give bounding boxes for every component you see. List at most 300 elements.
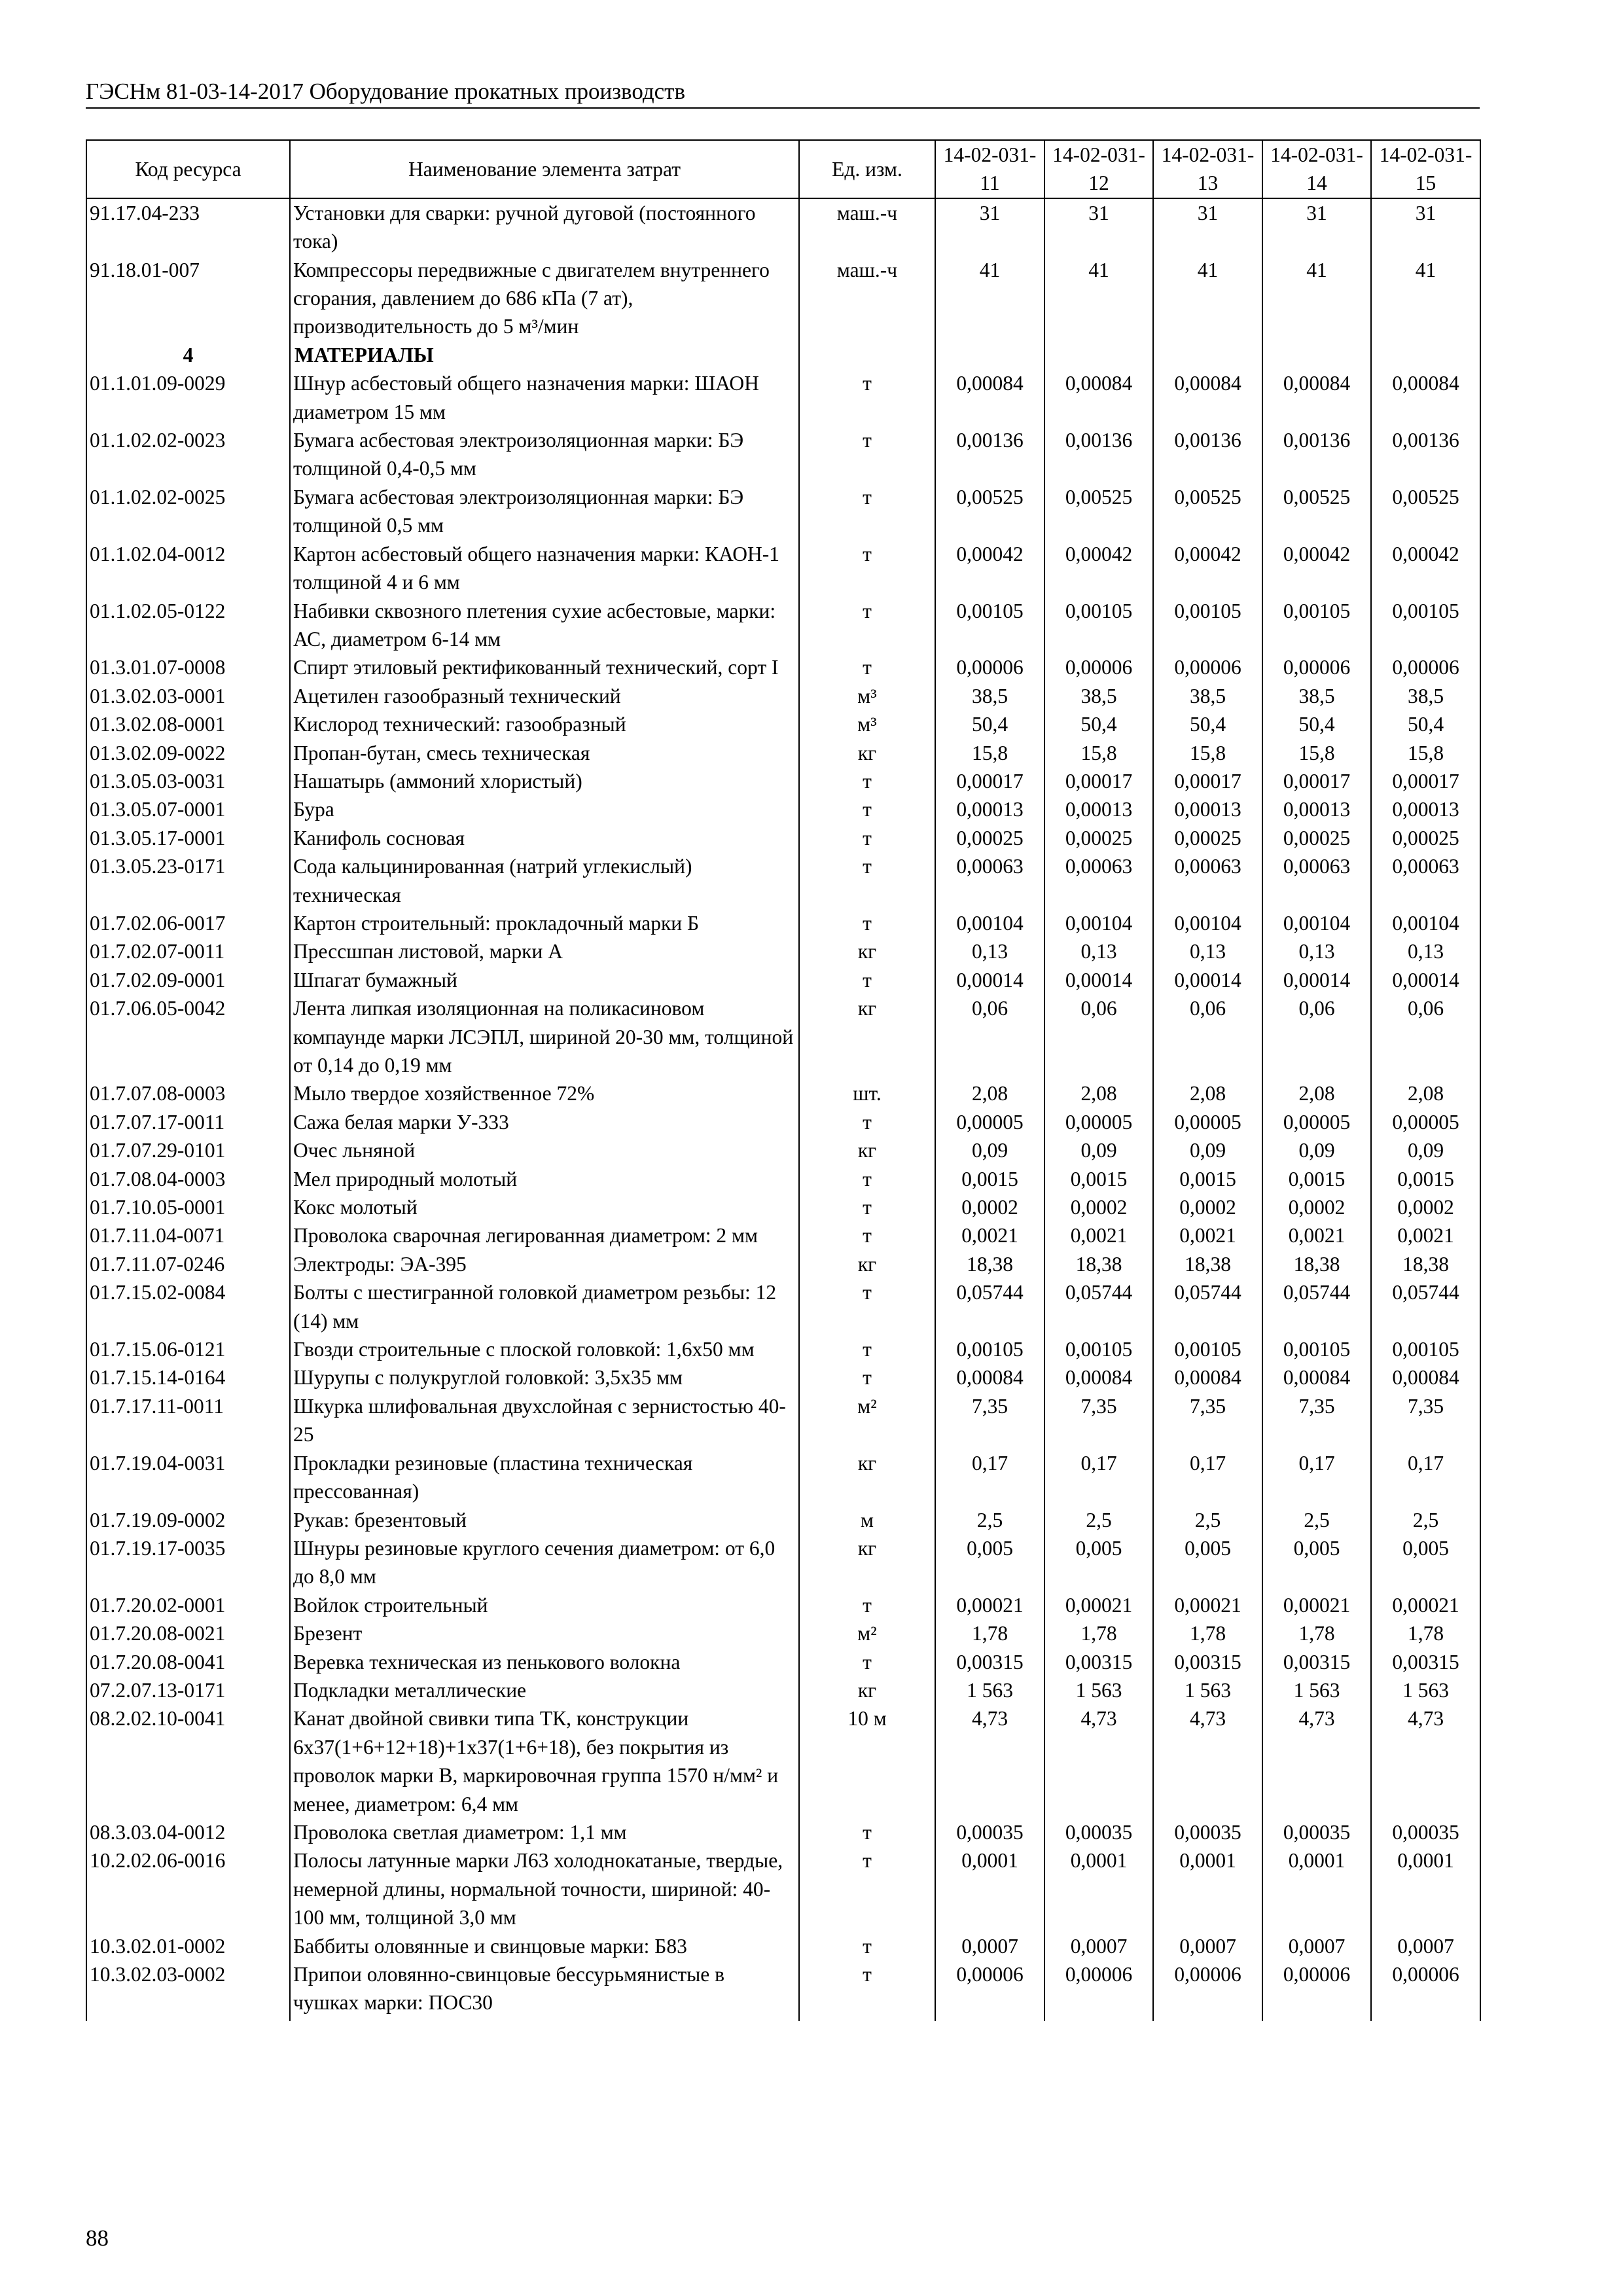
norm-value-5: 0,00084 <box>1371 1363 1480 1391</box>
norm-value-2 <box>1044 341 1153 369</box>
table-row <box>86 1392 1480 1449</box>
resource-unit: т <box>799 1335 935 1363</box>
table-row <box>86 540 1480 597</box>
norm-value-2: 0,00136 <box>1044 426 1153 483</box>
norm-value-4: 0,00315 <box>1262 1648 1371 1676</box>
norm-value-4: 0,00005 <box>1262 1108 1371 1136</box>
norm-value-3: 0,00525 <box>1153 483 1262 540</box>
table-row <box>86 426 1480 483</box>
resource-code: 01.3.02.03-0001 <box>86 682 290 710</box>
table-row <box>86 1136 1480 1164</box>
norm-value-3: 0,00042 <box>1153 540 1262 597</box>
norm-value-4: 0,0002 <box>1262 1193 1371 1221</box>
norm-value-2: 0,00006 <box>1044 1960 1153 2021</box>
norm-value-4: 1,78 <box>1262 1619 1371 1647</box>
resource-name: Установки для сварки: ручной дуговой (постоянного тока) <box>290 198 799 256</box>
norm-value-2: 0,0021 <box>1044 1221 1153 1249</box>
norm-value-2: 0,00014 <box>1044 966 1153 994</box>
norm-value-4: 18,38 <box>1262 1250 1371 1278</box>
norm-value-4: 0,0015 <box>1262 1165 1371 1193</box>
resource-unit: т <box>799 909 935 937</box>
resource-unit: т <box>799 1591 935 1619</box>
table-row <box>86 852 1480 909</box>
norm-value-1 <box>935 341 1044 369</box>
resource-code: 01.7.07.17-0011 <box>86 1108 290 1136</box>
norm-value-1: 0,00035 <box>935 1818 1044 1846</box>
col-header-unit: Ед. изм. <box>799 140 935 198</box>
norm-value-4: 15,8 <box>1262 739 1371 767</box>
resource-code: 01.3.05.03-0031 <box>86 767 290 795</box>
norm-value-4: 0,0001 <box>1262 1846 1371 1931</box>
resource-name: Бумага асбестовая электроизоляционная марки: БЭ толщиной 0,5 мм <box>290 483 799 540</box>
resource-unit: т <box>799 597 935 654</box>
table-row <box>86 1932 1480 1960</box>
norm-value-3: 2,5 <box>1153 1506 1262 1534</box>
resource-code: 01.7.15.14-0164 <box>86 1363 290 1391</box>
norm-value-4: 0,00006 <box>1262 1960 1371 2021</box>
norm-value-3: 0,0002 <box>1153 1193 1262 1221</box>
resource-unit: кг <box>799 1676 935 1704</box>
norm-value-1: 0,00105 <box>935 1335 1044 1363</box>
norm-value-5: 0,0021 <box>1371 1221 1480 1249</box>
norm-value-1: 0,00105 <box>935 597 1044 654</box>
resource-unit: т <box>799 1165 935 1193</box>
table-row <box>86 1648 1480 1676</box>
table-row <box>86 739 1480 767</box>
resource-name: Картон асбестовый общего назначения марки: КАОН-1 толщиной 4 и 6 мм <box>290 540 799 597</box>
page-number: 88 <box>86 2225 109 2251</box>
table-row <box>86 483 1480 540</box>
norm-value-5: 50,4 <box>1371 710 1480 738</box>
resource-name: Набивки сквозного плетения сухие асбестовые, марки: АС, диаметром 6-14 мм <box>290 597 799 654</box>
norm-value-1: 1,78 <box>935 1619 1044 1647</box>
resource-unit: кг <box>799 739 935 767</box>
resource-unit: м³ <box>799 710 935 738</box>
norm-value-5: 0,00084 <box>1371 369 1480 426</box>
resource-name: Картон строительный: прокладочный марки Б <box>290 909 799 937</box>
norm-value-2: 0,00105 <box>1044 597 1153 654</box>
norm-value-1: 0,005 <box>935 1534 1044 1591</box>
norm-value-5: 0,00006 <box>1371 653 1480 681</box>
resource-name: Рукав: брезентовый <box>290 1506 799 1534</box>
norm-value-2: 0,00013 <box>1044 795 1153 823</box>
norm-value-3: 0,00017 <box>1153 767 1262 795</box>
resource-name: Очес льняной <box>290 1136 799 1164</box>
norm-value-4: 7,35 <box>1262 1392 1371 1449</box>
norm-value-3: 1,78 <box>1153 1619 1262 1647</box>
norm-value-2: 4,73 <box>1044 1704 1153 1818</box>
norm-value-3: 0,00104 <box>1153 909 1262 937</box>
norm-value-3: 0,13 <box>1153 937 1262 965</box>
norm-value-5: 0,00042 <box>1371 540 1480 597</box>
resource-unit: т <box>799 540 935 597</box>
norm-value-2: 1 563 <box>1044 1676 1153 1704</box>
norm-value-5: 4,73 <box>1371 1704 1480 1818</box>
header-divider <box>86 107 1480 109</box>
table-header-row <box>86 140 1480 198</box>
resource-code: 4 <box>86 341 290 369</box>
resource-code: 01.7.19.04-0031 <box>86 1449 290 1506</box>
norm-value-2: 0,13 <box>1044 937 1153 965</box>
table-row <box>86 1363 1480 1391</box>
resource-name: Брезент <box>290 1619 799 1647</box>
norm-value-5: 1 563 <box>1371 1676 1480 1704</box>
resource-code: 01.7.15.02-0084 <box>86 1278 290 1335</box>
norm-value-4: 2,5 <box>1262 1506 1371 1534</box>
resource-code: 01.7.02.07-0011 <box>86 937 290 965</box>
norm-value-2: 0,09 <box>1044 1136 1153 1164</box>
norm-value-5: 0,00525 <box>1371 483 1480 540</box>
resource-name: Электроды: ЭА-395 <box>290 1250 799 1278</box>
resource-unit: т <box>799 767 935 795</box>
resource-name: Бура <box>290 795 799 823</box>
norm-value-2: 2,08 <box>1044 1079 1153 1107</box>
resource-code: 10.3.02.03-0002 <box>86 1960 290 2021</box>
norm-value-1: 0,00084 <box>935 369 1044 426</box>
norm-value-2: 0,00017 <box>1044 767 1153 795</box>
table-row <box>86 256 1480 341</box>
norm-value-4: 1 563 <box>1262 1676 1371 1704</box>
resource-unit: м³ <box>799 682 935 710</box>
table-row <box>86 966 1480 994</box>
norm-value-3: 0,0021 <box>1153 1221 1262 1249</box>
resource-name: Кислород технический: газообразный <box>290 710 799 738</box>
norm-value-1: 0,00525 <box>935 483 1044 540</box>
resource-code: 01.7.10.05-0001 <box>86 1193 290 1221</box>
table-row <box>86 597 1480 654</box>
norm-value-2: 0,00063 <box>1044 852 1153 909</box>
norm-value-4: 0,00136 <box>1262 426 1371 483</box>
table-row <box>86 795 1480 823</box>
table-row <box>86 1960 1480 2021</box>
resource-name: Войлок строительный <box>290 1591 799 1619</box>
resource-code: 08.2.02.10-0041 <box>86 1704 290 1818</box>
norm-value-4: 0,00105 <box>1262 597 1371 654</box>
norm-value-5: 0,09 <box>1371 1136 1480 1164</box>
norm-value-5: 31 <box>1371 198 1480 256</box>
norm-value-1: 1 563 <box>935 1676 1044 1704</box>
norm-value-1: 0,0001 <box>935 1846 1044 1931</box>
resource-code: 01.3.05.07-0001 <box>86 795 290 823</box>
norm-value-4: 0,00021 <box>1262 1591 1371 1619</box>
norm-value-3: 0,00006 <box>1153 653 1262 681</box>
norm-value-5: 0,005 <box>1371 1534 1480 1591</box>
resource-code: 01.3.05.17-0001 <box>86 824 290 852</box>
norm-value-2: 0,05744 <box>1044 1278 1153 1335</box>
norm-value-1: 41 <box>935 256 1044 341</box>
resource-name: Пропан-бутан, смесь техническая <box>290 739 799 767</box>
resource-code: 91.18.01-007 <box>86 256 290 341</box>
resource-unit: м² <box>799 1392 935 1449</box>
resource-name: Припои оловянно-свинцовые бессурьмянистые в чушках марки: ПОС30 <box>290 1960 799 2021</box>
norm-value-2: 0,005 <box>1044 1534 1153 1591</box>
norm-value-5: 0,0007 <box>1371 1932 1480 1960</box>
resource-name: Шурупы с полукруглой головкой: 3,5х35 мм <box>290 1363 799 1391</box>
resource-unit: т <box>799 483 935 540</box>
norm-value-3: 0,00063 <box>1153 852 1262 909</box>
resource-code: 01.7.07.08-0003 <box>86 1079 290 1107</box>
norm-value-2: 0,00105 <box>1044 1335 1153 1363</box>
table-row <box>86 682 1480 710</box>
norm-value-2: 0,0015 <box>1044 1165 1153 1193</box>
norm-value-4: 0,00017 <box>1262 767 1371 795</box>
norm-value-2: 7,35 <box>1044 1392 1153 1449</box>
resource-name: Мел природный молотый <box>290 1165 799 1193</box>
norm-value-2: 2,5 <box>1044 1506 1153 1534</box>
norm-value-1: 15,8 <box>935 739 1044 767</box>
norm-value-1: 0,17 <box>935 1449 1044 1506</box>
norm-value-1: 0,00014 <box>935 966 1044 994</box>
norm-value-1: 0,00006 <box>935 653 1044 681</box>
col-header-norm-2: 14-02-031-12 <box>1044 140 1153 198</box>
norm-value-4: 0,09 <box>1262 1136 1371 1164</box>
resource-code: 01.3.01.07-0008 <box>86 653 290 681</box>
norm-value-5: 38,5 <box>1371 682 1480 710</box>
resource-unit: кг <box>799 937 935 965</box>
norm-value-5: 0,06 <box>1371 994 1480 1079</box>
norm-value-2: 0,0002 <box>1044 1193 1153 1221</box>
norm-value-3: 0,00315 <box>1153 1648 1262 1676</box>
norm-value-5: 0,00136 <box>1371 426 1480 483</box>
resource-code: 01.7.02.06-0017 <box>86 909 290 937</box>
norm-value-4: 0,00042 <box>1262 540 1371 597</box>
norm-value-2: 0,17 <box>1044 1449 1153 1506</box>
norm-value-1: 0,00025 <box>935 824 1044 852</box>
resource-unit: кг <box>799 1136 935 1164</box>
norm-value-1: 0,00084 <box>935 1363 1044 1391</box>
norm-value-5: 0,0002 <box>1371 1193 1480 1221</box>
norm-value-2: 18,38 <box>1044 1250 1153 1278</box>
resource-name: Шнуры резиновые круглого сечения диаметром: от 6,0 до 8,0 мм <box>290 1534 799 1591</box>
norm-value-2: 0,00006 <box>1044 653 1153 681</box>
resource-unit: т <box>799 1932 935 1960</box>
table-row <box>86 1193 1480 1221</box>
resource-unit: т <box>799 1108 935 1136</box>
norm-value-5: 0,00063 <box>1371 852 1480 909</box>
norm-value-1: 0,00315 <box>935 1648 1044 1676</box>
table-row <box>86 994 1480 1079</box>
table-row <box>86 1165 1480 1193</box>
resource-unit: т <box>799 426 935 483</box>
norm-value-3: 0,00035 <box>1153 1818 1262 1846</box>
norm-value-3: 0,0015 <box>1153 1165 1262 1193</box>
table-row <box>86 653 1480 681</box>
resource-code: 01.7.17.11-0011 <box>86 1392 290 1449</box>
norm-value-1: 0,00042 <box>935 540 1044 597</box>
norm-value-1: 0,00006 <box>935 1960 1044 2021</box>
resource-unit: т <box>799 653 935 681</box>
resource-unit: т <box>799 795 935 823</box>
norm-value-5: 2,5 <box>1371 1506 1480 1534</box>
resource-name: Сажа белая марки У-333 <box>290 1108 799 1136</box>
resource-unit: м <box>799 1506 935 1534</box>
resource-code: 01.1.02.02-0025 <box>86 483 290 540</box>
page-header-title: ГЭСНм 81-03-14-2017 Оборудование прокатных производств <box>86 79 685 104</box>
resource-name: Болты с шестигранной головкой диаметром резьбы: 12 (14) мм <box>290 1278 799 1335</box>
table-row <box>86 1591 1480 1619</box>
norm-value-3: 0,00006 <box>1153 1960 1262 2021</box>
norm-value-4: 0,00104 <box>1262 909 1371 937</box>
norm-value-1: 0,00104 <box>935 909 1044 937</box>
norm-value-3: 1 563 <box>1153 1676 1262 1704</box>
norm-value-4: 0,00105 <box>1262 1335 1371 1363</box>
resource-unit: т <box>799 1818 935 1846</box>
table-row <box>86 1079 1480 1107</box>
norm-value-5: 1,78 <box>1371 1619 1480 1647</box>
norm-value-1: 0,09 <box>935 1136 1044 1164</box>
resource-unit: кг <box>799 1449 935 1506</box>
norm-value-3: 15,8 <box>1153 739 1262 767</box>
col-header-norm-5: 14-02-031-15 <box>1371 140 1480 198</box>
table-row <box>86 710 1480 738</box>
table-row <box>86 767 1480 795</box>
table-row <box>86 1449 1480 1506</box>
resource-unit: м² <box>799 1619 935 1647</box>
norm-value-3: 50,4 <box>1153 710 1262 738</box>
resource-code: 01.7.19.17-0035 <box>86 1534 290 1591</box>
table-row <box>86 1506 1480 1534</box>
norm-value-2: 0,06 <box>1044 994 1153 1079</box>
section-row <box>86 341 1480 369</box>
table-row <box>86 1221 1480 1249</box>
resource-code: 08.3.03.04-0012 <box>86 1818 290 1846</box>
resource-name: Компрессоры передвижные с двигателем внутреннего сгорания, давлением до 686 кПа (7 ат), производительность до 5 м³/мин <box>290 256 799 341</box>
resource-table-container <box>86 139 1480 2021</box>
resource-code: 01.3.02.09-0022 <box>86 739 290 767</box>
norm-value-2: 0,00025 <box>1044 824 1153 852</box>
resource-name: Шкурка шлифовальная двухслойная с зернистостью 40-25 <box>290 1392 799 1449</box>
resource-code: 01.1.02.02-0023 <box>86 426 290 483</box>
norm-value-4: 50,4 <box>1262 710 1371 738</box>
table-row <box>86 1108 1480 1136</box>
norm-value-4: 0,0021 <box>1262 1221 1371 1249</box>
table-row <box>86 369 1480 426</box>
table-row <box>86 198 1480 256</box>
norm-value-5: 41 <box>1371 256 1480 341</box>
norm-value-4: 0,06 <box>1262 994 1371 1079</box>
resource-unit: кг <box>799 994 935 1079</box>
resource-name: Ацетилен газообразный технический <box>290 682 799 710</box>
resource-code: 01.1.02.05-0122 <box>86 597 290 654</box>
norm-value-4: 0,00525 <box>1262 483 1371 540</box>
norm-value-5: 2,08 <box>1371 1079 1480 1107</box>
resource-unit: т <box>799 369 935 426</box>
resource-unit: маш.-ч <box>799 198 935 256</box>
norm-value-3: 0,00013 <box>1153 795 1262 823</box>
norm-value-2: 0,00315 <box>1044 1648 1153 1676</box>
resource-unit <box>799 341 935 369</box>
norm-value-2: 31 <box>1044 198 1153 256</box>
resource-name: Баббиты оловянные и свинцовые марки: Б83 <box>290 1932 799 1960</box>
norm-value-4: 0,00063 <box>1262 852 1371 909</box>
norm-value-4: 38,5 <box>1262 682 1371 710</box>
resource-name: Канифоль сосновая <box>290 824 799 852</box>
norm-value-3: 0,09 <box>1153 1136 1262 1164</box>
norm-value-4: 4,73 <box>1262 1704 1371 1818</box>
norm-value-1: 0,00005 <box>935 1108 1044 1136</box>
resource-unit: т <box>799 1960 935 2021</box>
resource-code: 01.7.06.05-0042 <box>86 994 290 1079</box>
resource-unit: т <box>799 966 935 994</box>
norm-value-1: 0,0015 <box>935 1165 1044 1193</box>
norm-value-3: 0,00084 <box>1153 1363 1262 1391</box>
norm-value-5: 0,17 <box>1371 1449 1480 1506</box>
col-header-norm-4: 14-02-031-14 <box>1262 140 1371 198</box>
norm-value-4: 0,005 <box>1262 1534 1371 1591</box>
resource-code: 01.7.02.09-0001 <box>86 966 290 994</box>
table-row <box>86 824 1480 852</box>
norm-value-5: 0,0001 <box>1371 1846 1480 1931</box>
resource-name: Прокладки резиновые (пластина техническая прессованная) <box>290 1449 799 1506</box>
norm-value-2: 0,00084 <box>1044 1363 1153 1391</box>
norm-value-4: 0,00013 <box>1262 795 1371 823</box>
norm-value-3: 0,00084 <box>1153 369 1262 426</box>
norm-value-1: 4,73 <box>935 1704 1044 1818</box>
table-row <box>86 1250 1480 1278</box>
resource-code: 01.7.08.04-0003 <box>86 1165 290 1193</box>
norm-value-3: 0,00014 <box>1153 966 1262 994</box>
resource-name: Проволока светлая диаметром: 1,1 мм <box>290 1818 799 1846</box>
norm-value-4: 0,00006 <box>1262 653 1371 681</box>
resource-name: Бумага асбестовая электроизоляционная марки: БЭ толщиной 0,4-0,5 мм <box>290 426 799 483</box>
table-row <box>86 937 1480 965</box>
resource-unit: шт. <box>799 1079 935 1107</box>
table-body <box>86 198 1480 2021</box>
norm-value-3: 4,73 <box>1153 1704 1262 1818</box>
resource-name: МАТЕРИАЛЫ <box>290 341 799 369</box>
col-header-code: Код ресурса <box>86 140 290 198</box>
resource-name: Подкладки металлические <box>290 1676 799 1704</box>
norm-value-1: 2,5 <box>935 1506 1044 1534</box>
norm-value-1: 0,13 <box>935 937 1044 965</box>
norm-value-1: 0,00063 <box>935 852 1044 909</box>
norm-value-1: 0,00017 <box>935 767 1044 795</box>
norm-value-2: 0,00035 <box>1044 1818 1153 1846</box>
norm-value-1: 31 <box>935 198 1044 256</box>
norm-value-1: 0,0007 <box>935 1932 1044 1960</box>
norm-value-5: 0,00005 <box>1371 1108 1480 1136</box>
norm-value-3: 41 <box>1153 256 1262 341</box>
table-row <box>86 1278 1480 1335</box>
resource-name: Лента липкая изоляционная на поликасиновом компаунде марки ЛСЭПЛ, шириной 20-30 мм, толщиной от 0,14 до 0,19 мм <box>290 994 799 1079</box>
norm-value-5: 0,00315 <box>1371 1648 1480 1676</box>
resource-code: 01.7.19.09-0002 <box>86 1506 290 1534</box>
norm-value-3: 0,0001 <box>1153 1846 1262 1931</box>
resource-name: Полосы латунные марки Л63 холоднокатаные, твердые, немерной длины, нормальной точности, шириной: 40-100 мм, толщиной 3,0 мм <box>290 1846 799 1931</box>
resource-unit: маш.-ч <box>799 256 935 341</box>
norm-value-1: 0,00136 <box>935 426 1044 483</box>
norm-value-1: 0,06 <box>935 994 1044 1079</box>
resource-unit: кг <box>799 1534 935 1591</box>
resource-unit: кг <box>799 1250 935 1278</box>
norm-value-1: 38,5 <box>935 682 1044 710</box>
norm-value-2: 0,0007 <box>1044 1932 1153 1960</box>
norm-value-3: 0,00136 <box>1153 426 1262 483</box>
norm-value-1: 7,35 <box>935 1392 1044 1449</box>
table-row <box>86 1818 1480 1846</box>
norm-value-3: 0,00025 <box>1153 824 1262 852</box>
norm-value-2: 0,00021 <box>1044 1591 1153 1619</box>
resource-unit: т <box>799 1846 935 1931</box>
norm-value-4: 0,00084 <box>1262 1363 1371 1391</box>
norm-value-5: 0,00017 <box>1371 767 1480 795</box>
norm-value-5: 0,00025 <box>1371 824 1480 852</box>
norm-value-3: 0,00105 <box>1153 597 1262 654</box>
norm-value-5: 0,00105 <box>1371 597 1480 654</box>
norm-value-3: 2,08 <box>1153 1079 1262 1107</box>
norm-value-2: 41 <box>1044 256 1153 341</box>
norm-value-3: 31 <box>1153 198 1262 256</box>
